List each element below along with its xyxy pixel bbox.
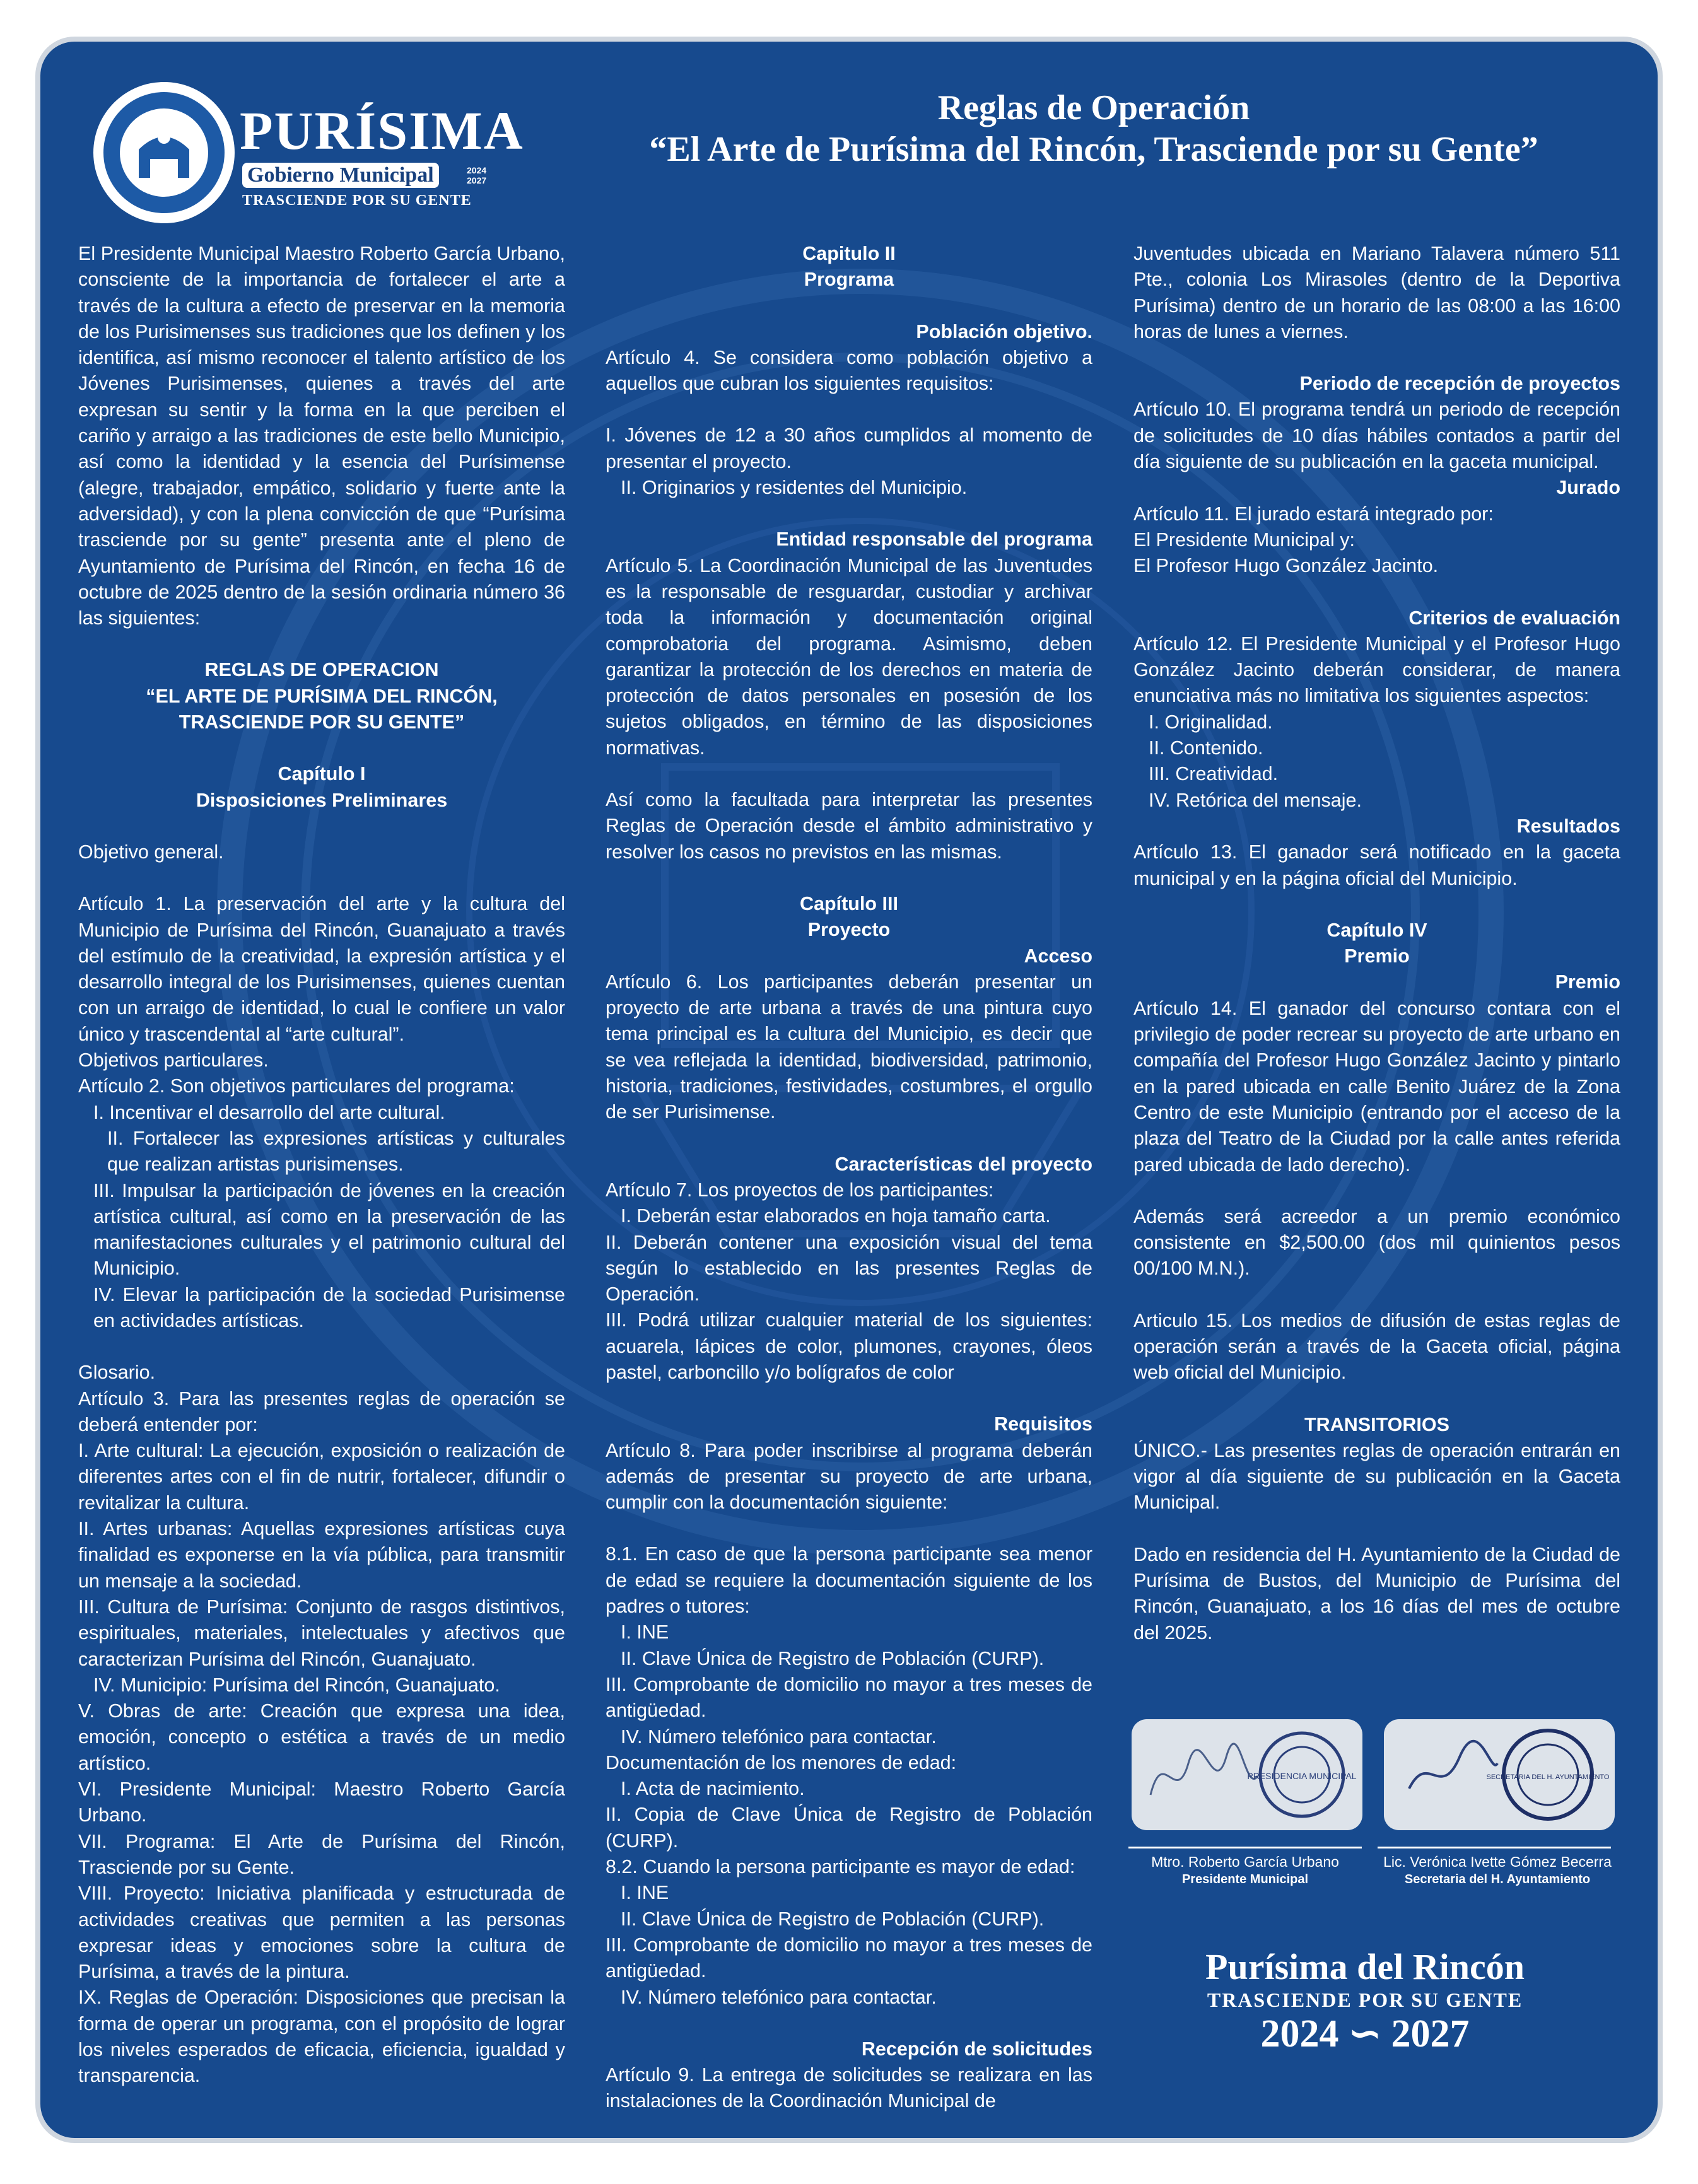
column-2 <box>606 241 1092 2115</box>
list-item: II. Contenido. <box>1149 737 1263 759</box>
section-heading: Requisitos <box>994 1413 1092 1435</box>
logo-sub: Gobierno Municipal <box>242 163 439 188</box>
chapter-heading: Disposiciones Preliminares <box>196 789 448 811</box>
signature-line <box>1128 1847 1362 1848</box>
signer-2 <box>1365 1853 1630 1888</box>
list-item: II. Fortalecer las expresiones artísticas y culturales que realizan artistas purisimenses. <box>107 1127 565 1176</box>
column-1 <box>78 241 565 2089</box>
footer-logo <box>1163 1946 1567 2056</box>
article-6: Artículo 6. Los participantes deberán presentar un proyecto de arte urbana a través de una pintura cuyo tema principal es la cultura del Municipio, es decir que se vea reflejada la identidad, biodiversidad, patrimonio, historia, tradiciones, festividades, costumbres, el orgullo de ser Purisimense. <box>606 971 1092 1123</box>
article-12: Artículo 12. El Presidente Municipal y el Profesor Hugo González Jacinto deberán considerar, de manera enunciativa más no limitativa los siguientes aspectos: <box>1133 633 1620 707</box>
chapter-heading: Proyecto <box>807 919 891 941</box>
transitorios-heading: TRANSITORIOS <box>1304 1413 1449 1435</box>
section-heading: Recepción de solicitudes <box>861 2038 1092 2060</box>
logo <box>88 77 530 235</box>
signer-name: Lic. Verónica Ivette Gómez Becerra <box>1383 1854 1612 1870</box>
article-1: Artículo 1. La preservación del arte y la cultura del Municipio de Purísima del Rincón, Guanajuato a través del estímulo de la creatividad, la expresión artística y el desarrollo integral de los Purisimenses, quienes cuentan con un arraigo de identidad, lo cual le confiere un valor único y trascendental al “arte cultural”. <box>78 893 565 1045</box>
article-4: Artículo 4. Se considera como población objetivo a aquellos que cubran los siguientes requisitos: <box>606 346 1092 395</box>
list-item: II. Originarios y residentes del Municipio. <box>621 477 968 499</box>
article-15: Articulo 15. Los medios de difusión de estas reglas de operación serán a través de la Gaceta oficial, página web oficial del Municipio. <box>1133 1309 1620 1384</box>
article-13: Artículo 13. El ganador será notificado en la gaceta municipal y en la página oficial del Municipio. <box>1133 841 1620 889</box>
chapter-heading: Premio <box>1344 945 1410 967</box>
seal-text: PRESIDENCIA MUNICIPAL <box>1247 1771 1357 1781</box>
list-item: I. INE <box>621 1882 669 1904</box>
list-item: II. Artes urbanas: Aquellas expresiones artísticas cuya finalidad es exponerse en la vía pública, para transmitir un mensaje a la sociedad. <box>78 1518 565 1592</box>
list-item: I. Arte cultural: La ejecución, exposición o realización de diferentes artes con el fin de nutrir, fortalecer, difundir o revitalizar la cultura. <box>78 1440 565 1514</box>
article-11: Artículo 11. El jurado estará integrado por: <box>1133 503 1494 525</box>
page-title <box>583 87 1605 170</box>
section-heading: Jurado <box>1556 477 1620 499</box>
section-heading: Entidad responsable del programa <box>776 528 1092 551</box>
article-10: Artículo 10. El programa tendrá un periodo de recepción de solicitudes de 10 días hábiles contados a partir del día siguiente de su publicación en la gaceta municipal. <box>1133 399 1620 473</box>
list-item: III. Cultura de Purísima: Conjunto de rasgos distintivos, espirituales, materiales, intelectuales y afectivos que caracterizan Purísima del Rincón, Guanajuato. <box>78 1596 565 1670</box>
list-item: I. Jóvenes de 12 a 30 años cumplidos al momento de presentar el proyecto. <box>606 424 1092 472</box>
list-item: III. Comprobante de domicilio no mayor a tres meses de antigüedad. <box>606 1673 1092 1722</box>
article-11-a: El Presidente Municipal y: <box>1133 528 1355 551</box>
article-11-b: El Profesor Hugo González Jacinto. <box>1133 555 1439 577</box>
article-14-b: Además será acreedor a un premio económico consistente en $2,500.00 (dos mil quinientos pesos 00/100 M.N.). <box>1133 1205 1620 1280</box>
signer-role: Secretaria del H. Ayuntamiento <box>1404 1872 1591 1886</box>
logo-slogan: TRASCIENDE POR SU GENTE <box>242 192 472 209</box>
list-item: VI. Presidente Municipal: Maestro Roberto García Urbano. <box>78 1778 565 1826</box>
section-heading: Premio <box>1555 971 1620 993</box>
unico-paragraph: ÚNICO.- Las presentes reglas de operación entrarán en vigor al día siguiente de su publicación en la Gaceta Municipal. <box>1133 1439 1620 1514</box>
article-14: Artículo 14. El ganador del concurso contara con el privilegio de poder recrear su proyecto de arte urbano en compañía del Profesor Hugo González Jacinto y pintarlo en la pared ubicada en calle Benito Juárez de la Zona Centro de este Municipio (entrando por el acceso de la plaza del Teatro de la Ciudad por la calle antes referida pared ubicada de lado derecho). <box>1133 997 1620 1176</box>
list-item: I. Acta de nacimiento. <box>621 1778 805 1800</box>
list-item: I. Deberán estar elaborados en hoja tamaño carta. <box>621 1205 1051 1227</box>
title-line-2: “El Arte de Purísima del Rincón, Trasciende por su Gente” <box>649 130 1538 169</box>
signature-seal-icon <box>1132 1719 1362 1830</box>
article-7: Artículo 7. Los proyectos de los participantes: <box>606 1179 994 1201</box>
reglas-heading: TRASCIENDE POR SU GENTE” <box>179 711 465 733</box>
list-item: III. Podrá utilizar cualquier material de los siguientes: acuarela, lápices de color, plumones, crayones, óleos pastel, carboncillo y/o bolígrafos de color <box>606 1309 1092 1383</box>
list-item: VIII. Proyecto: Iniciativa planificada y estructurada de actividades creativas que permiten a las personas expresar ideas y emociones sobre la cultura de Purísima, a través de la pintura. <box>78 1883 565 1983</box>
list-item: VII. Programa: El Arte de Purísima del Rincón, Trasciende por su Gente. <box>78 1830 565 1878</box>
signature-box-2 <box>1384 1719 1615 1830</box>
reglas-heading: “EL ARTE DE PURÍSIMA DEL RINCÓN, <box>146 685 498 707</box>
list-item: II. Copia de Clave Única de Registro de Población (CURP). <box>606 1804 1092 1852</box>
list-item: II. Clave Única de Registro de Población (CURP). <box>621 1908 1045 1930</box>
column-3 <box>1133 241 1620 1646</box>
section-heading: Periodo de recepción de proyectos <box>1299 373 1620 395</box>
section-heading: Acceso <box>1024 945 1092 967</box>
signature-line <box>1378 1847 1611 1848</box>
section-label: Objetivo general. <box>78 841 224 863</box>
chapter-heading: Capítulo IV <box>1326 919 1427 941</box>
list-item: II. Clave Única de Registro de Población (CURP). <box>621 1647 1045 1669</box>
chapter-heading: Capítulo III <box>800 892 898 914</box>
article-8-2: 8.2. Cuando la persona participante es mayor de edad: <box>606 1856 1075 1878</box>
dado-paragraph: Dado en residencia del H. Ayuntamiento de la Ciudad de Purísima de Bustos, del Municipio de Purísima del Rincón, Guanajuato, a los 16 días del mes de octubre del 2025. <box>1133 1543 1620 1644</box>
list-item: IV. Municipio: Purísima del Rincón, Guanajuato. <box>93 1674 500 1696</box>
section-heading: Características del proyecto <box>834 1153 1092 1175</box>
seal-icon <box>88 77 240 228</box>
list-item: V. Obras de arte: Creación que expresa una idea, emoción, concepto o estética a través de un medio artístico. <box>78 1700 565 1774</box>
poster <box>35 37 1663 2143</box>
list-item: I. Originalidad. <box>1149 711 1273 733</box>
list-item: IX. Reglas de Operación: Disposiciones que precisan la forma de operar un programa, con el propósito de lograr los niveles esperados de eficacia, eficiencia, igualdad y transparencia. <box>78 1987 565 2087</box>
section-label: Documentación de los menores de edad: <box>606 1751 957 1773</box>
article-5: Artículo 5. La Coordinación Municipal de las Juventudes es la responsable de resguardar, custodiar y archivar toda la información y documentación original comprobatoria del programa. Asimismo, deben garantizar la protección de los derechos en materia de protección de datos personales en posesión de los sujetos obligados, en término de las disposiciones normativas. <box>606 554 1092 759</box>
list-item: IV. Retórica del mensaje. <box>1149 789 1362 811</box>
list-item: II. Deberán contener una exposición visual del tema según lo establecido en las presentes Reglas de Operación. <box>606 1231 1092 1305</box>
section-heading: Resultados <box>1516 815 1620 837</box>
article-9-cont: Juventudes ubicada en Mariano Talavera número 511 Pte., colonia Los Mirasoles (dentro de la Deportiva Purísima) dentro de un horario de las 08:00 a las 16:00 horas de lunes a viernes. <box>1133 243 1620 342</box>
footer-line-1: Purísima del Rincón <box>1205 1946 1525 1987</box>
chapter-heading: Capítulo I <box>278 763 366 785</box>
list-item: IV. Número telefónico para contactar. <box>621 1986 937 2008</box>
chapter-heading: Capitulo II <box>802 243 896 264</box>
signer-name: Mtro. Roberto García Urbano <box>1151 1854 1339 1870</box>
signer-role: Presidente Municipal <box>1181 1872 1309 1886</box>
logo-years: 2024 2027 <box>467 165 487 185</box>
article-8-1: 8.1. En caso de que la persona participante sea menor de edad se requiere la documentación siguiente de los padres o tutores: <box>606 1543 1092 1618</box>
article-8: Artículo 8. Para poder inscribirse al programa deberán además de presentar su proyecto de arte urbana, cumplir con la documentación siguiente: <box>606 1439 1092 1514</box>
list-item: I. INE <box>621 1621 669 1644</box>
list-item: IV. Elevar la participación de la sociedad Purisimense en actividades artísticas. <box>93 1283 565 1331</box>
footer-line-3: 2024 ∽ 2027 <box>1260 2012 1470 2055</box>
article-3: Artículo 3. Para las presentes reglas de operación se deberá entender por: <box>78 1387 565 1435</box>
signer-1 <box>1113 1853 1378 1888</box>
footer-line-2: TRASCIENDE POR SU GENTE <box>1207 1988 1523 2011</box>
title-line-1: Reglas de Operación <box>937 88 1250 127</box>
section-label: Glosario. <box>78 1362 156 1384</box>
article-2: Artículo 2. Son objetivos particulares del programa: <box>78 1075 515 1097</box>
article-9: Artículo 9. La entrega de solicitudes se realizara en las instalaciones de la Coordinación Municipal de <box>606 2064 1092 2112</box>
reglas-heading: REGLAS DE OPERACION <box>204 659 439 681</box>
list-item: IV. Número telefónico para contactar. <box>621 1726 937 1748</box>
list-item: I. Incentivar el desarrollo del arte cultural. <box>93 1101 445 1123</box>
signature-box-1 <box>1132 1719 1362 1830</box>
logo-name: PURÍSIMA <box>240 100 524 161</box>
section-heading: Población objetivo. <box>916 320 1092 342</box>
intro-paragraph: El Presidente Municipal Maestro Roberto García Urbano, consciente de la importancia de fortalecer el arte a través de la cultura a efecto de preservar en la memoria de los Purisimenses sus tradiciones que los definen y los identifica, así mismo reconocer el talento artístico de los Jóvenes Purisimenses, quienes a través del arte expresan su sentir y la forma en la que perciben el cariño y arraigo a las tradiciones de este bello Municipio, así como la identidad y la esencia del Purísimense (alegre, trabajador, empático, solidario y fuerte ante la adversidad), y con la plena convicción de que “Purísima trasciende por su gente” presenta ante el pleno de Ayuntamiento de Purísima del Rincón, en fecha 16 de octubre de 2025 dentro de la sesión ordinaria número 36 las siguientes: <box>78 243 565 629</box>
list-item: III. Creatividad. <box>1149 763 1279 785</box>
seal-text: SECRETARIA DEL H. AYUNTAMIENTO <box>1486 1773 1610 1781</box>
section-label: Objetivos particulares. <box>78 1049 269 1072</box>
chapter-heading: Programa <box>804 269 894 291</box>
section-heading: Criterios de evaluación <box>1408 607 1620 629</box>
list-item: III. Comprobante de domicilio no mayor a tres meses de antigüedad. <box>606 1934 1092 1982</box>
list-item: III. Impulsar la participación de jóvenes en la creación artística cultural, así como en la preservación de las manifestaciones culturales y el patrimonio cultural del Municipio. <box>93 1179 565 1280</box>
signature-seal-icon <box>1384 1719 1615 1830</box>
article-5-b: Así como la facultada para interpretar las presentes Reglas de Operación desde el ámbito administrativo y resolver los casos no previstos en las mismas. <box>606 789 1092 863</box>
